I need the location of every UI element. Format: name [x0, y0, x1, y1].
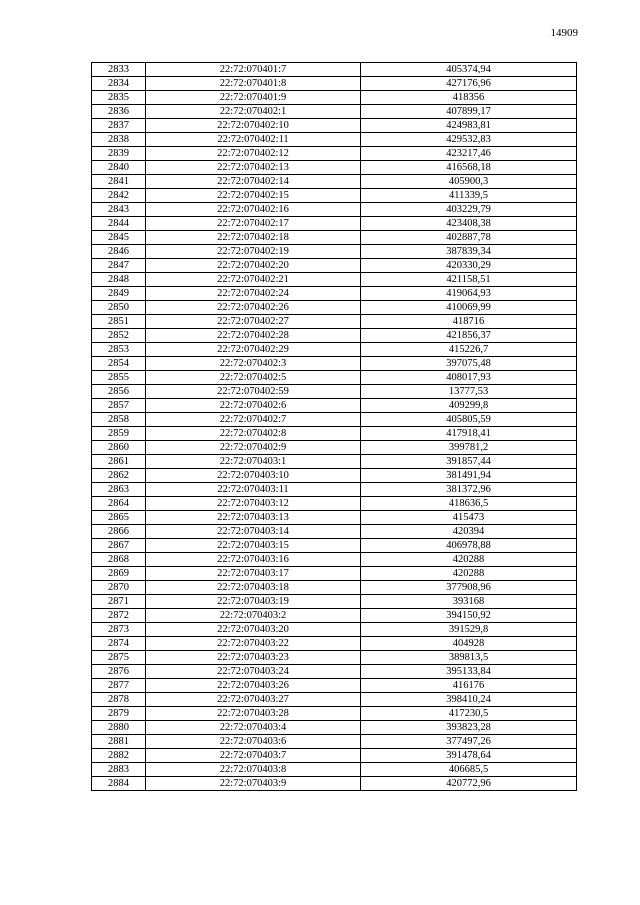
cadastral-value-cell: 393823,28: [361, 721, 577, 735]
table-row: [92, 525, 577, 539]
cadastral-number-cell: 22:72:070403:24: [146, 665, 361, 679]
cadastral-value-cell: 421856,37: [361, 329, 577, 343]
cadastral-number-cell: 22:72:070402:15: [146, 189, 361, 203]
cadastral-value-cell: 397075,48: [361, 357, 577, 371]
cadastral-number-cell: 22:72:070403:18: [146, 581, 361, 595]
cadastral-value-cell: 377497,26: [361, 735, 577, 749]
cadastral-value-cell: 395133,84: [361, 665, 577, 679]
cadastral-number-cell: 22:72:070402:19: [146, 245, 361, 259]
cadastral-number-cell: 22:72:070402:12: [146, 147, 361, 161]
cadastral-value-cell: 399781,2: [361, 441, 577, 455]
table-row: [92, 301, 577, 315]
table-row: [92, 161, 577, 175]
cadastral-number-cell: 22:72:070402:8: [146, 427, 361, 441]
row-number-cell: 2853: [92, 343, 146, 357]
cadastral-number-cell: 22:72:070403:17: [146, 567, 361, 581]
table-row: [92, 399, 577, 413]
cadastral-number-cell: 22:72:070402:17: [146, 217, 361, 231]
cadastral-value-cell: 415473: [361, 511, 577, 525]
table-row: [92, 231, 577, 245]
row-number-cell: 2864: [92, 497, 146, 511]
cadastral-value-cell: 421158,51: [361, 273, 577, 287]
table-row: [92, 147, 577, 161]
cadastral-number-cell: 22:72:070403:23: [146, 651, 361, 665]
cadastral-number-cell: 22:72:070403:26: [146, 679, 361, 693]
row-number-cell: 2835: [92, 91, 146, 105]
cadastral-value-cell: 391857,44: [361, 455, 577, 469]
cadastral-number-cell: 22:72:070402:26: [146, 301, 361, 315]
row-number-cell: 2865: [92, 511, 146, 525]
table-row: [92, 357, 577, 371]
cadastral-value-cell: 420772,96: [361, 777, 577, 791]
cadastral-value-cell: 391529,8: [361, 623, 577, 637]
cadastral-number-cell: 22:72:070403:22: [146, 637, 361, 651]
cadastral-number-cell: 22:72:070402:1: [146, 105, 361, 119]
row-number-cell: 2842: [92, 189, 146, 203]
table-row: [92, 707, 577, 721]
row-number-cell: 2847: [92, 259, 146, 273]
cadastral-value-cell: 417230,5: [361, 707, 577, 721]
row-number-cell: 2844: [92, 217, 146, 231]
cadastral-number-cell: 22:72:070403:20: [146, 623, 361, 637]
cadastral-value-cell: 398410,24: [361, 693, 577, 707]
row-number-cell: 2841: [92, 175, 146, 189]
row-number-cell: 2855: [92, 371, 146, 385]
row-number-cell: 2850: [92, 301, 146, 315]
table-row: [92, 651, 577, 665]
cadastral-value-cell: 409299,8: [361, 399, 577, 413]
row-number-cell: 2852: [92, 329, 146, 343]
row-number-cell: 2875: [92, 651, 146, 665]
table-row: [92, 63, 577, 77]
cadastral-number-cell: 22:72:070403:28: [146, 707, 361, 721]
cadastral-value-cell: 416176: [361, 679, 577, 693]
cadastral-value-cell: 405805,59: [361, 413, 577, 427]
table-row: [92, 203, 577, 217]
table-row: [92, 609, 577, 623]
cadastral-value-cell: 418636,5: [361, 497, 577, 511]
row-number-cell: 2838: [92, 133, 146, 147]
row-number-cell: 2833: [92, 63, 146, 77]
cadastral-value-cell: 381372,96: [361, 483, 577, 497]
cadastral-value-cell: 394150,92: [361, 609, 577, 623]
cadastral-number-cell: 22:72:070403:6: [146, 735, 361, 749]
row-number-cell: 2874: [92, 637, 146, 651]
row-number-cell: 2860: [92, 441, 146, 455]
table-row: [92, 665, 577, 679]
table-row: [92, 777, 577, 791]
table-row: [92, 763, 577, 777]
cadastral-number-cell: 22:72:070402:21: [146, 273, 361, 287]
cadastral-number-cell: 22:72:070403:12: [146, 497, 361, 511]
table-row: [92, 315, 577, 329]
row-number-cell: 2878: [92, 693, 146, 707]
table-row: [92, 329, 577, 343]
table-row: [92, 119, 577, 133]
row-number-cell: 2863: [92, 483, 146, 497]
cadastral-value-cell: 405374,94: [361, 63, 577, 77]
table-row: [92, 539, 577, 553]
cadastral-number-cell: 22:72:070402:16: [146, 203, 361, 217]
cadastral-value-cell: 406685,5: [361, 763, 577, 777]
cadastral-number-cell: 22:72:070403:19: [146, 595, 361, 609]
table-row: [92, 455, 577, 469]
row-number-cell: 2867: [92, 539, 146, 553]
row-number-cell: 2872: [92, 609, 146, 623]
row-number-cell: 2854: [92, 357, 146, 371]
cadastral-number-cell: 22:72:070403:8: [146, 763, 361, 777]
cadastral-number-cell: 22:72:070403:15: [146, 539, 361, 553]
table-row: [92, 133, 577, 147]
cadastral-value-cell: 424983,81: [361, 119, 577, 133]
cadastral-number-cell: 22:72:070403:27: [146, 693, 361, 707]
table-row: [92, 105, 577, 119]
cadastral-number-cell: 22:72:070402:59: [146, 385, 361, 399]
table-row: [92, 511, 577, 525]
cadastral-number-cell: 22:72:070402:5: [146, 371, 361, 385]
table-row: [92, 581, 577, 595]
table-row: [92, 469, 577, 483]
cadastral-number-cell: 22:72:070403:1: [146, 455, 361, 469]
table-row: [92, 273, 577, 287]
table-row: [92, 567, 577, 581]
table-row: [92, 595, 577, 609]
row-number-cell: 2871: [92, 595, 146, 609]
cadastral-number-cell: 22:72:070401:7: [146, 63, 361, 77]
table-row: [92, 721, 577, 735]
cadastral-number-cell: 22:72:070403:10: [146, 469, 361, 483]
row-number-cell: 2857: [92, 399, 146, 413]
row-number-cell: 2880: [92, 721, 146, 735]
cadastral-value-cell: 420330,29: [361, 259, 577, 273]
cadastral-value-cell: 393168: [361, 595, 577, 609]
row-number-cell: 2858: [92, 413, 146, 427]
cadastral-value-cell: 408017,93: [361, 371, 577, 385]
row-number-cell: 2862: [92, 469, 146, 483]
row-number-cell: 2868: [92, 553, 146, 567]
row-number-cell: 2848: [92, 273, 146, 287]
row-number-cell: 2849: [92, 287, 146, 301]
cadastral-value-cell: 420394: [361, 525, 577, 539]
cadastral-value-cell: 381491,94: [361, 469, 577, 483]
table-row: [92, 91, 577, 105]
row-number-cell: 2837: [92, 119, 146, 133]
cadastral-value-cell: 420288: [361, 567, 577, 581]
row-number-cell: 2851: [92, 315, 146, 329]
cadastral-number-cell: 22:72:070401:9: [146, 91, 361, 105]
cadastral-number-cell: 22:72:070403:14: [146, 525, 361, 539]
cadastral-value-cell: 429532,83: [361, 133, 577, 147]
cadastral-number-cell: 22:72:070403:4: [146, 721, 361, 735]
row-number-cell: 2870: [92, 581, 146, 595]
table-body: [92, 63, 577, 791]
table-row: [92, 441, 577, 455]
table-row: [92, 287, 577, 301]
cadastral-value-cell: 13777,53: [361, 385, 577, 399]
row-number-cell: 2882: [92, 749, 146, 763]
table-row: [92, 693, 577, 707]
cadastral-number-cell: 22:72:070402:28: [146, 329, 361, 343]
row-number-cell: 2845: [92, 231, 146, 245]
table-row: [92, 497, 577, 511]
row-number-cell: 2856: [92, 385, 146, 399]
cadastral-number-cell: 22:72:070402:29: [146, 343, 361, 357]
cadastral-value-cell: 407899,17: [361, 105, 577, 119]
cadastral-value-cell: 406978,88: [361, 539, 577, 553]
cadastral-number-cell: 22:72:070402:14: [146, 175, 361, 189]
cadastral-number-cell: 22:72:070402:6: [146, 399, 361, 413]
row-number-cell: 2866: [92, 525, 146, 539]
cadastral-number-cell: 22:72:070402:7: [146, 413, 361, 427]
cadastral-value-cell: 420288: [361, 553, 577, 567]
table-row: [92, 483, 577, 497]
table-row: [92, 371, 577, 385]
row-number-cell: 2834: [92, 77, 146, 91]
table-row: [92, 217, 577, 231]
cadastral-number-cell: 22:72:070403:2: [146, 609, 361, 623]
cadastral-number-cell: 22:72:070402:11: [146, 133, 361, 147]
cadastral-value-cell: 391478,64: [361, 749, 577, 763]
cadastral-value-cell: 423217,46: [361, 147, 577, 161]
cadastral-number-cell: 22:72:070403:7: [146, 749, 361, 763]
cadastral-number-cell: 22:72:070402:24: [146, 287, 361, 301]
table-row: [92, 413, 577, 427]
table-row: [92, 749, 577, 763]
cadastral-number-cell: 22:72:070403:9: [146, 777, 361, 791]
cadastral-value-cell: 403229,79: [361, 203, 577, 217]
table-row: [92, 245, 577, 259]
cadastral-value-cell: 418356: [361, 91, 577, 105]
cadastral-value-cell: 387839,34: [361, 245, 577, 259]
cadastral-value-cell: 404928: [361, 637, 577, 651]
cadastral-value-table: [91, 62, 577, 791]
row-number-cell: 2846: [92, 245, 146, 259]
cadastral-number-cell: 22:72:070402:20: [146, 259, 361, 273]
row-number-cell: 2861: [92, 455, 146, 469]
cadastral-value-cell: 416568,18: [361, 161, 577, 175]
cadastral-value-cell: 405900,3: [361, 175, 577, 189]
cadastral-number-cell: 22:72:070402:9: [146, 441, 361, 455]
cadastral-number-cell: 22:72:070402:13: [146, 161, 361, 175]
cadastral-value-cell: 377908,96: [361, 581, 577, 595]
cadastral-value-cell: 419064,93: [361, 287, 577, 301]
table-row: [92, 259, 577, 273]
page-number: 14909: [550, 27, 578, 39]
cadastral-number-cell: 22:72:070402:10: [146, 119, 361, 133]
row-number-cell: 2869: [92, 567, 146, 581]
row-number-cell: 2881: [92, 735, 146, 749]
table-row: [92, 735, 577, 749]
table-row: [92, 175, 577, 189]
cadastral-value-cell: 389813,5: [361, 651, 577, 665]
cadastral-number-cell: 22:72:070402:18: [146, 231, 361, 245]
cadastral-number-cell: 22:72:070402:3: [146, 357, 361, 371]
table-row: [92, 637, 577, 651]
table-row: [92, 189, 577, 203]
table-row: [92, 553, 577, 567]
cadastral-number-cell: 22:72:070401:8: [146, 77, 361, 91]
cadastral-value-cell: 411339,5: [361, 189, 577, 203]
cadastral-value-cell: 417918,41: [361, 427, 577, 441]
row-number-cell: 2840: [92, 161, 146, 175]
cadastral-value-cell: 415226,7: [361, 343, 577, 357]
table-row: [92, 343, 577, 357]
table-row: [92, 679, 577, 693]
row-number-cell: 2884: [92, 777, 146, 791]
row-number-cell: 2836: [92, 105, 146, 119]
table-row: [92, 385, 577, 399]
cadastral-value-cell: 427176,96: [361, 77, 577, 91]
cadastral-value-cell: 402887,78: [361, 231, 577, 245]
cadastral-value-cell: 423408,38: [361, 217, 577, 231]
cadastral-number-cell: 22:72:070403:16: [146, 553, 361, 567]
cadastral-value-cell: 410069,99: [361, 301, 577, 315]
table-row: [92, 623, 577, 637]
row-number-cell: 2859: [92, 427, 146, 441]
row-number-cell: 2839: [92, 147, 146, 161]
row-number-cell: 2843: [92, 203, 146, 217]
row-number-cell: 2877: [92, 679, 146, 693]
cadastral-number-cell: 22:72:070402:27: [146, 315, 361, 329]
row-number-cell: 2873: [92, 623, 146, 637]
table-row: [92, 77, 577, 91]
cadastral-value-cell: 418716: [361, 315, 577, 329]
cadastral-number-cell: 22:72:070403:11: [146, 483, 361, 497]
row-number-cell: 2876: [92, 665, 146, 679]
row-number-cell: 2883: [92, 763, 146, 777]
table-row: [92, 427, 577, 441]
row-number-cell: 2879: [92, 707, 146, 721]
cadastral-number-cell: 22:72:070403:13: [146, 511, 361, 525]
